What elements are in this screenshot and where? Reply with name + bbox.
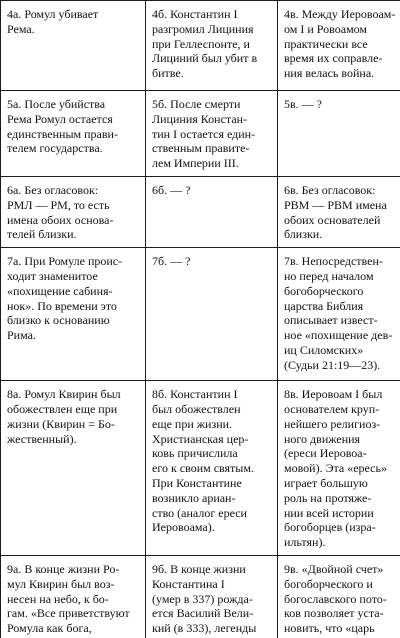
cell-text: 8в. Иеровоам I был основателем круп- нейшего религиоз- ного движения (ереси Иеровоа- мовой). Эта «ересь» играет большую роль на протяже- нии всей истории богоборцев (изра- ильтян).: [284, 387, 387, 550]
cell-text: 4б. Константин I разгромил Лициния при Геллеспонте, и Лициний был убит в битве.: [152, 7, 258, 81]
table-cell-jeroboam: [278, 176, 400, 247]
cell-text: 9в. «Двойной счет» богоборческого и богославского пото- ков позволяет уста- новить, что «царь: [284, 561, 387, 636]
cell-text: 5в. — ?: [284, 97, 322, 111]
cell-text: 6в. Без огласовок: РВМ — РВМ имена обоих основателей близки.: [284, 182, 387, 242]
cell-text: 6б. — ?: [152, 182, 191, 197]
cell-text: 7б. — ?: [152, 254, 191, 269]
table-row: [1, 91, 400, 177]
table-row: [1, 1, 400, 91]
table-row: [1, 176, 400, 247]
table-row: [1, 555, 400, 638]
table-cell-constantine: [146, 1, 278, 91]
cell-text: 9б. В конце жизни Константина I (умер в 337) рожда- ется Василий Вели- кий (в 333), легенды: [152, 561, 257, 636]
cell-text: 7в. Непосредствен- но перед началом богоборческого царства Библия описывает извест- ное «похищение дев- иц Силомских» (Судьи 21:19—23).: [284, 254, 393, 372]
table-cell-romulus: [1, 1, 146, 91]
table-cell-jeroboam: [278, 1, 400, 91]
table-cell-jeroboam: [278, 381, 400, 556]
cell-text: 4в. Между Иеровоам- ом I и Ровоамом практически все время их соправле- ния велась война.: [284, 7, 396, 81]
table-cell-constantine: [146, 176, 278, 247]
cell-text: 4а. Ромул убивает Рема.: [7, 7, 99, 36]
table-cell-romulus: [1, 555, 146, 638]
table-cell-constantine: [146, 555, 278, 638]
table-cell-romulus: [1, 381, 146, 556]
cell-text: 6а. Без огласовок: РМЛ — РМ, то есть имена обоих основа- телей близки.: [7, 182, 114, 242]
cell-text: 5а. После убийства Рема Ромул остается единственным прави- телем государства.: [7, 97, 118, 156]
cell-text: 8а. Ромул Квирин был обожествлен еще при жизни (Квирин = Бо- жественный).: [7, 387, 121, 446]
table-cell-romulus: [1, 91, 146, 177]
table-row: [1, 381, 400, 556]
table-cell-constantine: [146, 248, 278, 381]
cell-text: 9а. В конце жизни Ро- мул Квирин был воз- несен на небо, к бо- гам. «Все приветствуют Ромула как бога,: [7, 561, 130, 636]
cell-text: 8б. Константин I был обожествлен еще при жизни. Христианская цер- ковь причислила его к своим святым. При Константине возникло ариан- ство (аналог ереси Иеровоама).: [152, 387, 254, 535]
table-cell-jeroboam: [278, 555, 400, 638]
cell-text: 7а. При Ромуле проис- ходит знаменитое «похищение сабиня- нок». По времени это близко к основанию Рима.: [7, 254, 123, 343]
table-cell-jeroboam: [278, 248, 400, 381]
table-cell-romulus: [1, 248, 146, 381]
table-cell-jeroboam: [278, 91, 400, 177]
table-cell-constantine: [146, 381, 278, 556]
cell-text: 5б. После смерти Лициния Констан- тин I остается един- ственным правите- лем Империи III.: [152, 97, 256, 171]
table-cell-constantine: [146, 91, 278, 177]
table-cell-romulus: [1, 176, 146, 247]
table-row: [1, 248, 400, 381]
